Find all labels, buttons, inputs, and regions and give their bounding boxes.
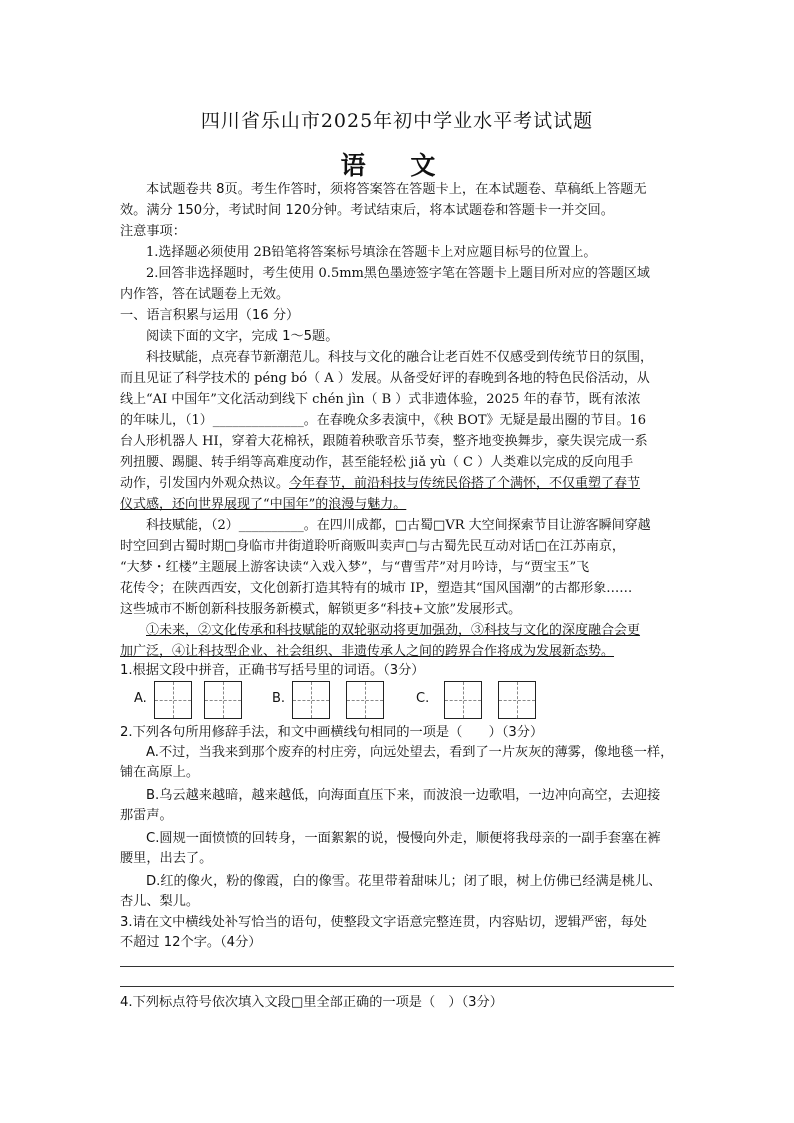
answer-label-c: C. xyxy=(416,691,430,706)
notice-item: 2.回答非选择题时，考生使用 0.5mm黑色墨迹签字笔在答题卡上题目所对应的答题区域 xyxy=(146,266,650,281)
question-4: 4.下列标点符号依次填入文段□里全部正确的一项是（ ）（3分） xyxy=(120,995,503,1010)
answer-cell[interactable] xyxy=(204,681,242,719)
subject-title: 语 文 xyxy=(340,151,454,180)
passage-line: 加广泛，④让科技型企业、社会组织、非遗传承人之间的跨界合作将成为发展新态势。 xyxy=(120,644,615,659)
underlined-sentence: 仪式感，还向世界展现了“中国年”的浪漫与魅力。 xyxy=(120,497,407,512)
notice-item: 1.选择题必须使用 2B铅笔将答案标号填涂在答题卡上对应题目标号的位置上。 xyxy=(146,245,597,260)
answer-cell[interactable] xyxy=(154,681,192,719)
option-b-cont: 那雷声。 xyxy=(120,808,173,823)
notice-heading: 注意事项： xyxy=(120,224,186,239)
notice-item: 内作答，答在试题卷上无效。 xyxy=(120,287,290,302)
passage-line: 线上“AI 中国年”文化活动到线下 chén jìn（ B ）式非遗体验，2025 年的春节，既有浓浓 xyxy=(120,392,641,407)
answer-line[interactable] xyxy=(120,986,674,987)
passage-line: 列扭腰、踢腿、转手绢等高难度动作，甚至能轻松 jiǎ yù（ C ）人类难以完成的反向甩手 xyxy=(120,455,634,470)
underlined-sentence: 今年春节，前沿科技与传统民俗搭了个满怀，不仅重塑了春节 xyxy=(289,476,641,491)
intro-line: 本试题卷共 8页。考生作答时，须将答案答在答题卡上，在本试题卷、草稿纸上答题无 xyxy=(146,182,647,197)
answer-cell[interactable] xyxy=(444,681,482,719)
passage-line: 科技赋能，点亮春节新潮范儿。科技与文化的融合让老百姓不仅感受到传统节日的氛围， xyxy=(146,350,654,365)
passage-line: “大梦・红楼”主题展上游客诀读“入戏入梦”，与“曹雪芹”对月吟诗，与“贾宝玉”飞 xyxy=(120,560,590,575)
answer-grid-row xyxy=(120,681,675,719)
question-3: 3.请在文中横线处补写恰当的语句，使整段文字语意完整连贯，内容贴切，逻辑严密，每处 xyxy=(120,915,647,930)
passage-line xyxy=(120,474,675,494)
answer-cell[interactable] xyxy=(498,681,536,719)
answer-cell[interactable] xyxy=(292,681,330,719)
passage-line: ①未来，②文化传承和科技赋能的双轮驱动将更加强劲，③科技与文化的深度融合会更 xyxy=(146,623,641,638)
passage-line: 时空回到古蜀时期□身临市井街道聆听商贩叫卖声□与古蜀先民互动对话□在江苏南京， xyxy=(120,539,625,554)
passage-line: 花传令；在陕西西安，文化创新打造其特有的城市 IP，塑造其“国风国潮”的古都形象…… xyxy=(120,581,633,596)
exam-title: 四川省乐山市2025年初中学业水平考试试题 xyxy=(200,110,594,132)
answer-line[interactable] xyxy=(120,966,674,967)
answer-cell[interactable] xyxy=(346,681,384,719)
answer-label-a: A. xyxy=(134,691,147,706)
passage-line: 台人形机器人 HI，穿着大花棉袄，跟随着秧歌音乐节奏，整齐地变换舞步，豪失误完成一系 xyxy=(120,434,648,449)
intro-line: 效。满分 150分，考试时间 120分钟。考试结束后，将本试题卷和答题卡一并交回。 xyxy=(120,203,614,218)
option-c: C.圆规一面愤愤的回转身，一面絮絮的说，慢慢向外走，顺便将我母亲的一副手套塞在裤 xyxy=(146,831,661,846)
question-1: 1.根据文段中拼音，正确书写括号里的词语。（3分） xyxy=(120,663,425,678)
section-instruction: 阅读下面的文字，完成 1～5题。 xyxy=(146,329,339,344)
option-a: A.不过，当我来到那个废弃的村庄旁，向远处望去，看到了一片灰灰的薄雾，像地毯一样， xyxy=(146,745,674,760)
option-c-cont: 腰里，出去了。 xyxy=(120,851,213,866)
passage-text: 动作，引发国内外观众热议。 xyxy=(120,476,290,491)
question-2: 2.下列各句所用修辞手法，和文中画横线句相同的一项是（ ）（3分） xyxy=(120,725,544,740)
passage-line: 而且见证了科学技术的 péng bó（ A ）发展。从备受好评的春晚到各地的特色民俗活动，从 xyxy=(120,371,650,386)
passage-line: 这些城市不断创新科技服务新模式，解锁更多“科技+文旅”发展形式。 xyxy=(120,602,522,617)
question-3-cont: 不超过 12个字。（4分） xyxy=(120,935,262,950)
passage-line: 的年味儿，（1）______________。在春晚众多表演中，《秧 BOT》无疑是最出圈的节目。16 xyxy=(120,413,647,428)
option-d-cont: 杏儿、梨儿。 xyxy=(120,894,200,909)
section-heading: 一、语言积累与运用（16 分） xyxy=(120,308,300,323)
option-a-cont: 铺在高原上。 xyxy=(120,765,200,780)
answer-label-b: B. xyxy=(272,691,286,706)
option-b: B.乌云越来越暗，越来越低，向海面直压下来，而波浪一边歌唱，一边冲向高空，去迎接 xyxy=(146,788,661,803)
option-d: D.红的像火，粉的像霞，白的像雪。花里带着甜味儿；闭了眼，树上仿佛已经满是桃儿、 xyxy=(146,874,662,889)
passage-line: 科技赋能，（2）__________。在四川成都，□古蜀□VR 大空间探索节目让游客瞬间穿越 xyxy=(146,518,651,533)
